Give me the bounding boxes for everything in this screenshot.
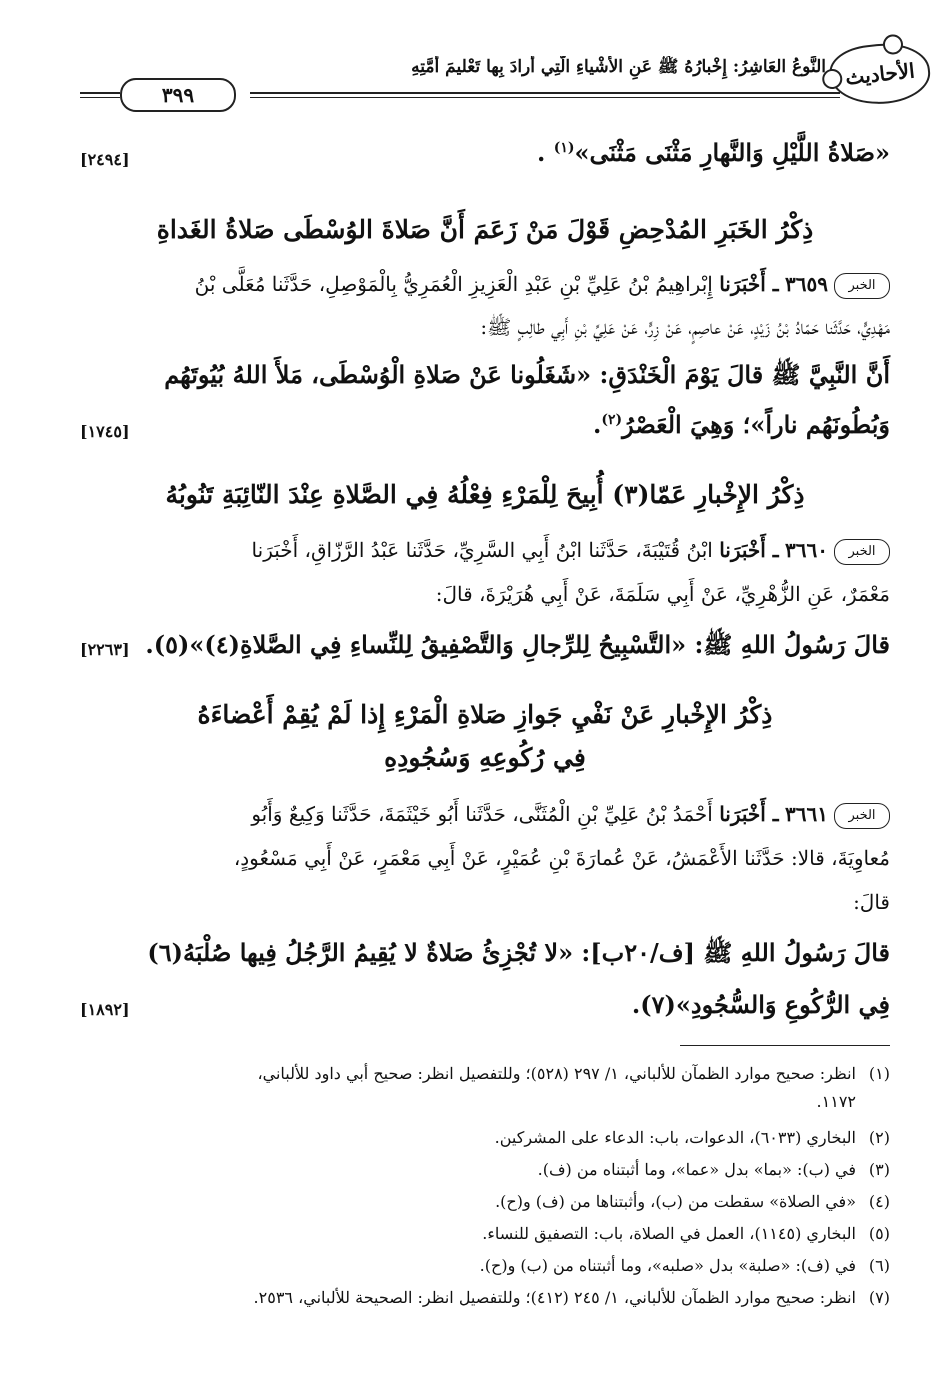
reference-number: [٢٤٩٤]: [80, 150, 130, 169]
badge-notch-icon: [882, 33, 904, 55]
footnote: (١)انظر: صحيح موارد الظمآن للألباني، ١/ ٢٩٧ (٥٢٨)؛ وللتفصيل انظر: صحيح أبي داود للألباني،: [257, 1064, 890, 1083]
section-heading: فِي رُكُوعِهِ وَسُجُودِهِ: [384, 743, 586, 772]
hadith-text-line: قالَ رَسُولُ اللهِ ﷺ: «التَّسْبِيحُ لِلرِّجالِ وَالتَّصْفِيقُ لِلنِّساءِ فِي الصَّلاةِ(٤)»(٥).: [145, 630, 890, 659]
footnote: (٦)في (ف): «صلبة» بدل «صلبه»، وما أثبتناه من (ب) و(ح).: [479, 1256, 890, 1275]
hadith-number: ٣٦٦٠: [785, 538, 828, 562]
hadith-isnad-line: مَعْمَرٌ، عَنِ الزُّهْرِيِّ، عَنْ أَبِي سَلَمَةَ، عَنْ أَبِي هُرَيْرَةَ، قالَ:: [435, 582, 890, 606]
footnote: ١١٧٢.: [816, 1092, 856, 1111]
reference-number: [١٨٩٢]: [80, 1000, 130, 1019]
badge-label: الأحاديث: [844, 58, 916, 90]
reference-number: [١٧٤٥]: [80, 422, 130, 441]
footnote: (٤)«في الصلاة» سقطت من (ب)، وأثبتناها من (ف) و(ح).: [495, 1192, 890, 1211]
hadith-icon: الخبر: [834, 273, 890, 299]
hadith-text-line: وَبُطُونَهُم ناراً»؛ وَهِيَ الْعَصْرُ$^{(٢)}$.: [592, 410, 890, 439]
running-head: النَّوعُ العَاشِرُ: إِخْبارُهُ ﷺ عَنِ الأَشْياءِ الَّتِي أَرادَ بِها تَعْليمَ أُمَّتِهِ: [411, 57, 826, 77]
reference-number: [٢٢٦٣]: [80, 640, 130, 659]
hadith-text-line: قالَ رَسُولُ اللهِ ﷺ [ف/٢٠ب]: «لا تُجْزِئُ صَلاةٌ لا يُقِيمُ الرَّجُلُ فِيها صُلْبَهُ(٦): [147, 938, 890, 967]
footnote: (٥)البخاري (١١٤٥)، العمل في الصلاة، باب: التصفيق للنساء.: [482, 1224, 890, 1243]
hadith-number: ٣٦٥٩: [785, 272, 828, 296]
footnote-ref: (٢): [601, 412, 623, 428]
hadith-number: ٣٦٦١: [785, 802, 828, 826]
book-page: [80, 40, 916, 1360]
section-heading: ذِكْرُ الخَبَرِ المُدْحِضِ قَوْلَ مَنْ زَعَمَ أَنَّ صَلاةَ الوُسْطَى صَلاةُ الغَداةِ: [156, 215, 814, 244]
hadith-isnad-line: مَهْدِيٍّ، حَدَّثَنا حَمّادُ بْنُ زَيْدٍ، عَنْ عاصِمٍ، عَنْ زِرٍّ، عَنْ عَلِيِّ بْنِ أَبِي طالِبٍ ﷺ:: [480, 315, 890, 339]
page-number: ٣٩٩: [120, 78, 236, 112]
hadith-isnad-line: قالَ:: [853, 890, 890, 914]
hadith-text-line: أَنَّ النَّبِيَّ ﷺ قالَ يَوْمَ الْخَنْدَقِ: «شَغَلُونا عَنْ صَلاةِ الْوُسْطَى، مَلأَ اللهُ بُيُوتَهُم: [164, 360, 890, 389]
footnote: (٧)انظر: صحيح موارد الظمآن للألباني، ١/ ٢٤٥ (٤١٢)؛ وللتفصيل انظر: الصحيحة للألباني، ٢٥٣٦.: [253, 1288, 890, 1307]
page-header: [80, 40, 916, 110]
hadith-text-line: «صَلاةُ اللَّيْلِ وَالنَّهارِ مَثْنَى مَثْنَى»$^{(١)}$ .: [536, 138, 890, 167]
footnote: (٣)في (ب): «بما» بدل «عما»، وما أثبتناه من (ف).: [537, 1160, 890, 1179]
chapter-badge: [827, 39, 933, 109]
hadith-isnad-line: الخبر٣٦٦١ ـ أَخْبَرَنا أَحْمَدُ بْنُ عَلِيِّ بْنِ الْمُثَنَّى، حَدَّثَنا أَبُو خَيْثَمَةَ، حَدَّثَنا وَكِيعٌ وَأَبُو: [80, 802, 890, 829]
hadith-icon: الخبر: [834, 803, 890, 829]
header-rule-left: [80, 92, 120, 98]
section-heading: ذِكْرُ الإِخْبارِ عَنْ نَفْيِ جَوازِ صَلاةِ الْمَرْءِ إِذا لَمْ يُقِمْ أَعْضاءَهُ: [197, 700, 773, 729]
header-rule: [250, 92, 840, 98]
hadith-icon: الخبر: [834, 539, 890, 565]
section-heading: ذِكْرُ الإِخْبارِ عَمّا(٣) أُبِيحَ لِلْمَرْءِ فِعْلُهُ فِي الصَّلاةِ عِنْدَ النّائِبَةِ تَنُوبُهُ: [165, 480, 805, 509]
footnote-ref: (١): [553, 140, 575, 156]
footnote-separator: [680, 1045, 890, 1046]
hadith-isnad-line: الخبر٣٦٦٠ ـ أَخْبَرَنا ابْنُ قُتَيْبَةَ، حَدَّثَنا ابْنُ أَبِي السَّرِيِّ، حَدَّثَنا عَبْدُ الرَّزّاقِ، أَخْبَرَنا: [80, 538, 890, 565]
hadith-isnad-line: الخبر٣٦٥٩ ـ أَخْبَرَنا إِبْراهِيمُ بْنُ عَلِيِّ بْنِ عَبْدِ الْعَزِيزِ الْعُمَرِيُّ بِالْمَوْصِلِ، حَدَّثَنا مُعَلَّى بْنُ: [80, 272, 890, 299]
footnote: (٢)البخاري (٦٠٣٣)، الدعوات، باب: الدعاء على المشركين.: [494, 1128, 890, 1147]
hadith-text-line: فِي الرُّكُوعِ وَالسُّجُودِ»(٧).: [631, 990, 890, 1019]
hadith-isnad-line: مُعاوِيَةَ، قالا: حَدَّثَنا الأَعْمَشُ، عَنْ عُمارَةَ بْنِ عُمَيْرٍ، عَنْ أَبِي مَعْمَرٍ، عَنْ أَبِي مَسْعُودٍ،: [233, 846, 890, 870]
